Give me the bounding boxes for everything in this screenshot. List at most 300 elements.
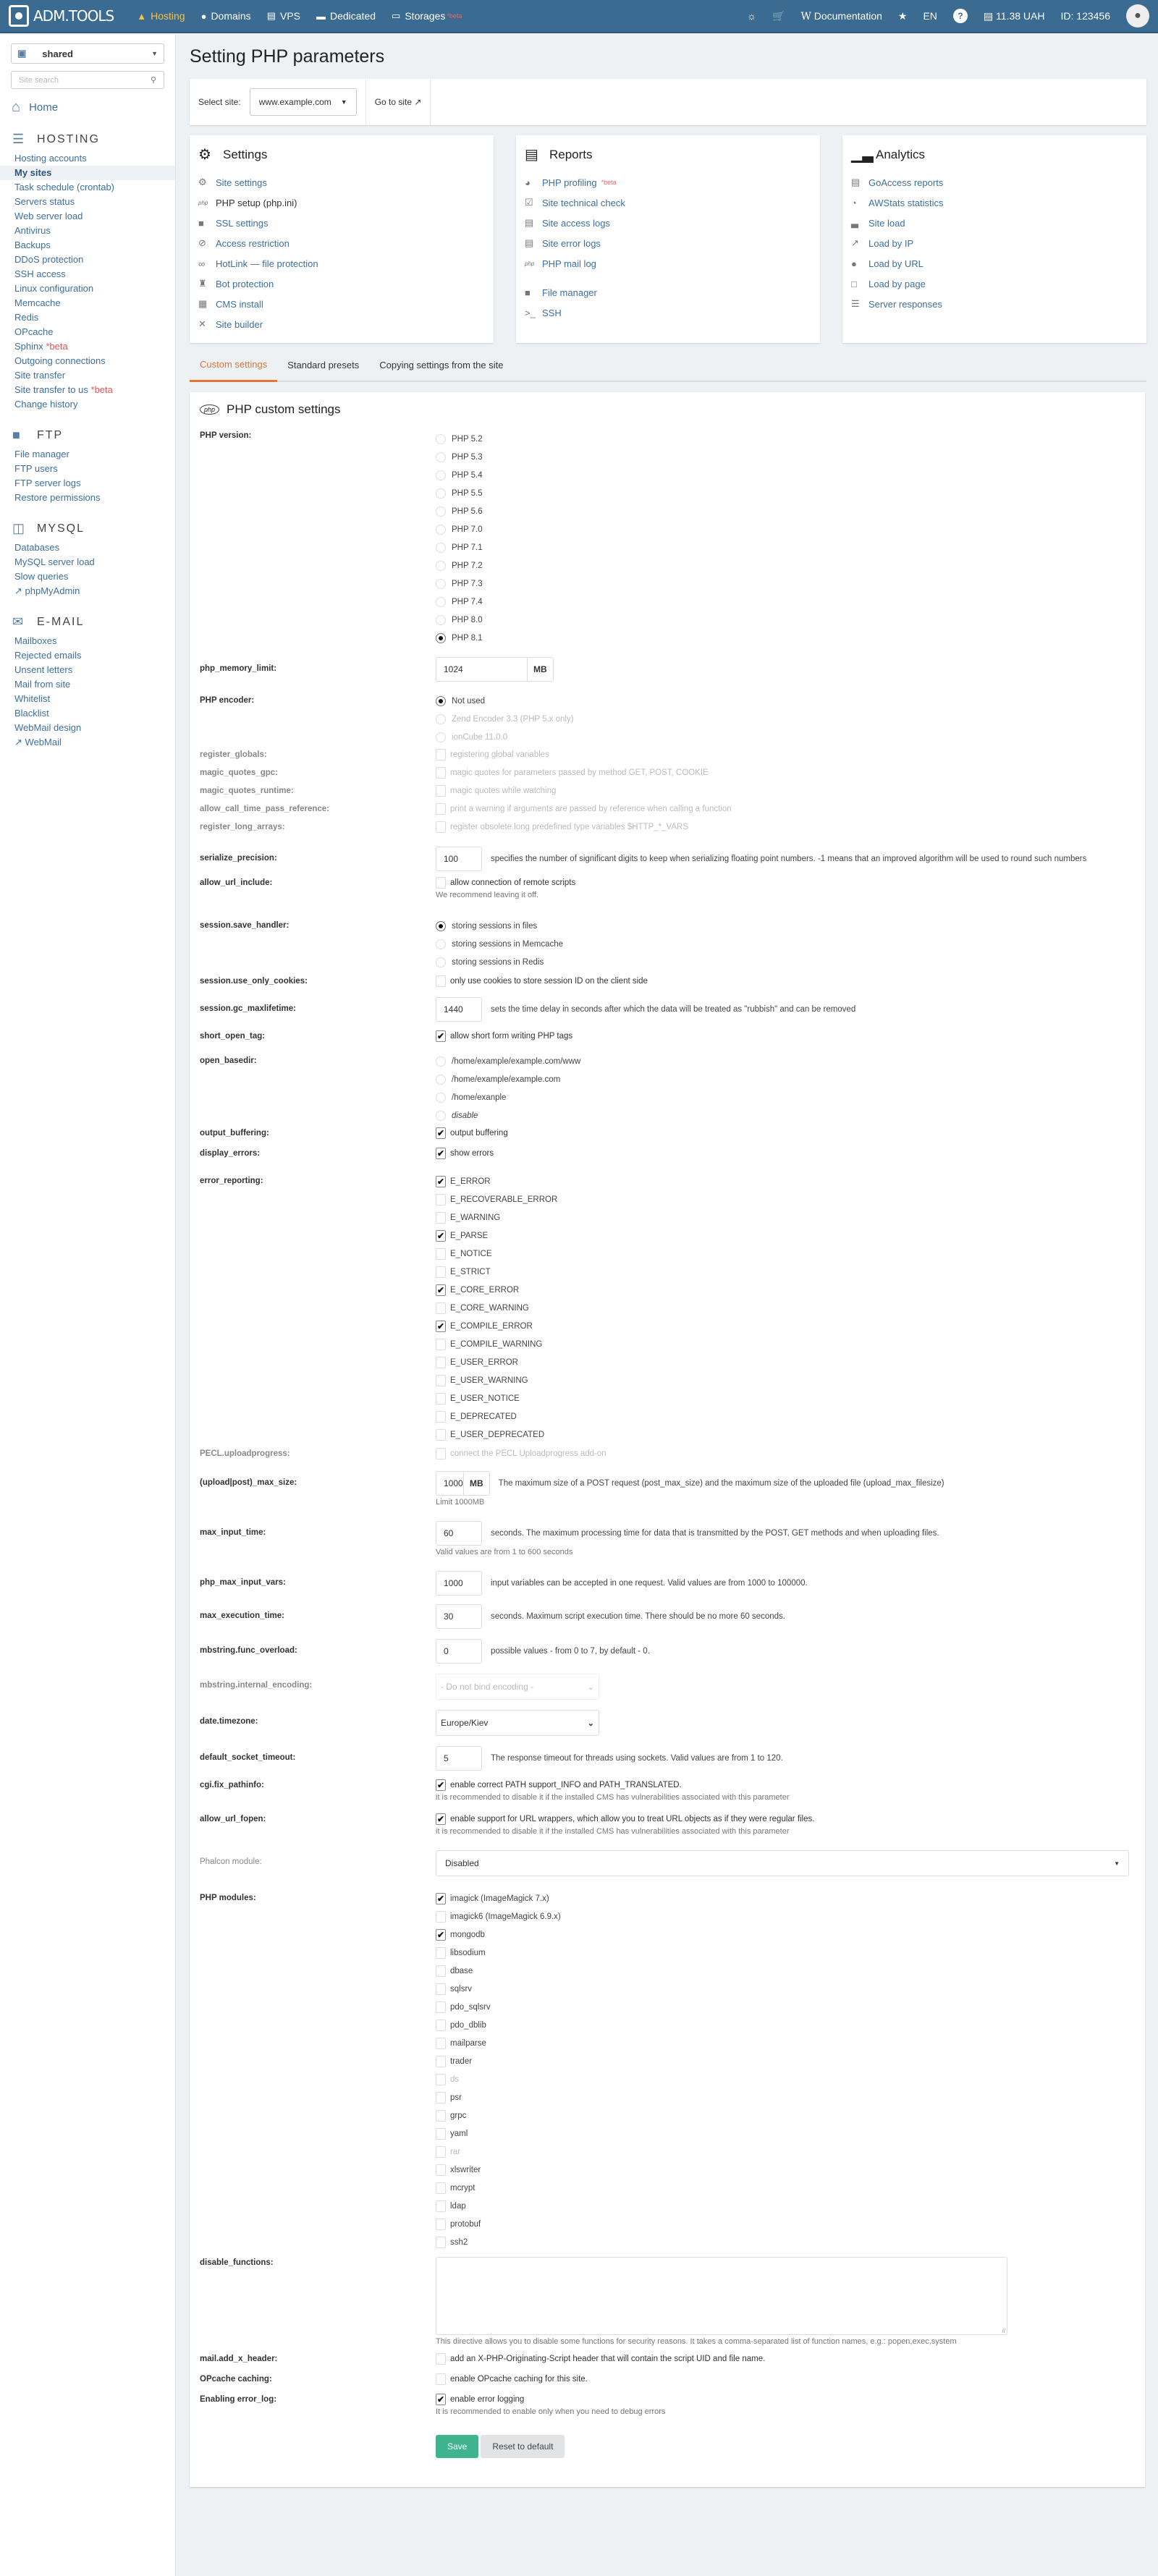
sidebar-item-servers-status[interactable]: Servers status <box>14 196 75 207</box>
error-reporting-option[interactable] <box>436 1371 1135 1389</box>
legacy-label: allow_call_time_pass_reference: <box>200 805 329 813</box>
link-label: Server responses <box>868 298 942 310</box>
checkbox-unchecked <box>436 2038 446 2049</box>
home-icon: ⌂ <box>12 99 21 115</box>
radio-checked <box>436 633 446 643</box>
sidebar-section-mysql <box>12 521 175 536</box>
checkbox-unchecked <box>436 2128 446 2140</box>
radio-unchecked <box>436 615 446 625</box>
php-module-option[interactable] <box>436 2016 1135 2034</box>
nav-storages[interactable] <box>392 10 462 22</box>
sidebar-item-blacklist[interactable]: Blacklist <box>14 708 49 719</box>
option-label: E_USER_WARNING <box>450 1376 528 1385</box>
beta-badge: *beta <box>46 341 68 352</box>
php-module-option[interactable] <box>436 1962 1135 1980</box>
form-actions <box>200 2435 1135 2458</box>
error-reporting-label: error_reporting: <box>200 1177 263 1185</box>
php-module-option[interactable] <box>436 2197 1135 2215</box>
radio-unchecked <box>436 1093 446 1103</box>
memory-limit-input[interactable] <box>436 657 554 682</box>
link-awstats[interactable] <box>851 192 1138 213</box>
checkbox-unchecked <box>436 2146 446 2158</box>
max-input-vars-input[interactable]: 1000 <box>436 1571 482 1596</box>
php-module-option[interactable] <box>436 2233 1135 2251</box>
error-reporting-option[interactable] <box>436 1245 1135 1263</box>
link-site-load[interactable] <box>851 213 1138 233</box>
link-site-technical-check[interactable] <box>525 192 811 213</box>
php-module-option[interactable] <box>436 2179 1135 2197</box>
option-label: E_USER_NOTICE <box>450 1394 520 1403</box>
pecl-text: connect the PECL Uploadprogress add-on <box>450 1449 607 1458</box>
php-module-option[interactable] <box>436 2106 1135 2124</box>
tab-copy-settings[interactable]: Copying settings from the site <box>379 360 504 370</box>
link-server-responses[interactable] <box>851 294 1138 314</box>
language-selector[interactable]: EN <box>923 10 937 22</box>
link-label: GoAccess reports <box>868 177 944 188</box>
option-label: trader <box>450 2056 473 2066</box>
nav-storages-label: Storages <box>405 10 446 22</box>
link-ssh[interactable] <box>525 302 811 323</box>
sidebar-item-mail-from-site[interactable]: Mail from site <box>14 679 71 690</box>
select-site-label: Select site: <box>198 97 241 107</box>
mail-x-header-label: mail.add_x_header: <box>200 2355 278 2363</box>
option-label: E_USER_DEPRECATED <box>450 1430 545 1439</box>
sidebar-item-outgoing[interactable]: Outgoing connections <box>14 355 106 366</box>
option-label: rar <box>450 2147 461 2156</box>
legacy-checkbox[interactable] <box>436 767 446 779</box>
max-execution-time-input[interactable]: 30 <box>436 1604 482 1629</box>
sidebar-item-site-transfer[interactable]: Site transfer <box>14 370 66 381</box>
sidebar-item-hosting-accounts[interactable]: Hosting accounts <box>14 153 87 164</box>
chevron-down-icon: ⌄ <box>587 1719 594 1728</box>
session-memcache-option[interactable] <box>436 935 1135 953</box>
sidebar-item-my-sites[interactable]: My sites <box>0 166 175 180</box>
php-version-options <box>436 430 1135 647</box>
session-cookies-checkbox[interactable] <box>436 975 446 987</box>
radio-unchecked <box>436 579 446 589</box>
sidebar-item-task-schedule[interactable]: Task schedule (crontab) <box>14 182 115 192</box>
session-save-handler-row <box>200 917 1135 971</box>
radio-unchecked <box>436 939 446 949</box>
php-modules-options <box>436 1889 1135 2251</box>
option-label: /home/example/example.com/www <box>452 1056 581 1066</box>
php-module-option[interactable] <box>436 2215 1135 2233</box>
radio-unchecked <box>436 488 446 499</box>
credit-card-icon: ▤ <box>983 9 994 22</box>
socket-timeout-input[interactable]: 5 <box>436 1746 482 1771</box>
nav-domains-label: Domains <box>211 10 251 22</box>
open-basedir-label: open_basedir: <box>200 1056 257 1065</box>
checkbox-checked: ✔ <box>436 1893 445 1904</box>
sidebar-item-web-server-load[interactable]: Web server load <box>14 211 83 221</box>
php-module-option[interactable] <box>436 1925 1135 1944</box>
card-title: Reports <box>549 147 593 161</box>
lightbulb-icon[interactable]: ☼ <box>747 10 757 22</box>
php-module-option[interactable] <box>436 2088 1135 2106</box>
session-gc-desc: sets the time delay in seconds after which the data will be treated as "rubbish" and can be removed <box>491 1005 856 1014</box>
sidebar-item-file-manager[interactable]: File manager <box>14 449 69 459</box>
option-label: E_PARSE <box>450 1231 489 1240</box>
error-reporting-option[interactable] <box>436 1317 1135 1335</box>
legacy-text: print a warning if arguments are passed by reference when calling a function <box>450 805 732 813</box>
sitemap-icon: ▲ <box>137 10 147 22</box>
go-to-site-label: Go to site <box>374 97 413 107</box>
option-label: E_USER_ERROR <box>450 1357 518 1367</box>
php-module-option[interactable] <box>436 2161 1135 2179</box>
upload-max-size-value: 1000 <box>436 1472 464 1495</box>
phalcon-value: Disabled <box>445 1858 479 1868</box>
cgi-fix-pathinfo-checkbox[interactable]: ✔ <box>436 1780 445 1790</box>
caret-down-icon: ▼ <box>151 50 158 57</box>
checkbox-unchecked <box>436 1911 446 1923</box>
sidebar-item-phpmyadmin[interactable] <box>0 584 175 598</box>
encoder-option-ioncube[interactable] <box>436 728 1135 746</box>
nav-dedicated[interactable] <box>316 10 376 22</box>
checkbox-unchecked <box>436 2200 446 2212</box>
option-label: PHP 7.0 <box>452 525 483 534</box>
balance[interactable] <box>984 10 1045 22</box>
php-modules-row <box>200 1889 1135 2251</box>
mail-x-header-row <box>200 2353 1135 2365</box>
php-module-option[interactable] <box>436 2052 1135 2070</box>
radio-unchecked <box>436 732 446 742</box>
sidebar-item-redis[interactable]: Redis <box>14 312 39 323</box>
nav-vps-label: VPS <box>279 10 300 22</box>
sidebar-item-webmail-design[interactable]: WebMail design <box>14 722 82 733</box>
documentation-link[interactable] <box>800 10 882 22</box>
link-php-profiling[interactable] <box>525 172 811 192</box>
option-label: E_STRICT <box>450 1267 491 1276</box>
max-input-time-row <box>200 1521 1135 1556</box>
checkbox-unchecked <box>436 2219 446 2230</box>
tab-standard-presets[interactable]: Standard presets <box>287 360 360 370</box>
error-reporting-option[interactable] <box>436 1281 1135 1299</box>
link-load-by-page[interactable] <box>851 274 1138 294</box>
reset-to-default-button[interactable]: Reset to default <box>481 2435 565 2458</box>
sidebar-item-ssh[interactable]: SSH access <box>14 268 66 279</box>
legacy-checkbox[interactable] <box>436 821 446 833</box>
allow-url-include-checkbox[interactable] <box>436 877 446 889</box>
checkbox-unchecked <box>436 2164 446 2176</box>
nav-vps[interactable] <box>267 10 300 22</box>
documentation-label: Documentation <box>813 9 882 22</box>
legacy-text: registering global variables <box>450 750 549 759</box>
session-gc-input[interactable]: 1440 <box>436 997 482 1022</box>
link-hotlink[interactable] <box>198 253 485 274</box>
panel-title <box>200 402 1135 417</box>
legacy-control <box>436 785 1135 797</box>
opcache-caching-row <box>200 2373 1135 2385</box>
checkbox-unchecked <box>436 1411 446 1423</box>
globe-icon: ● <box>200 10 207 22</box>
php-version-option[interactable] <box>436 556 1135 575</box>
cogs-icon: ⚙ <box>198 177 207 187</box>
option-label: xlswriter <box>450 2165 481 2174</box>
serialize-precision-desc: specifies the number of significant digits to keep when serializing floating point numbers. -1 means that an improved algorithm will be used to round such numbers <box>491 855 1087 863</box>
link-load-by-ip[interactable] <box>851 233 1138 253</box>
sidebar-item-mailboxes[interactable]: Mailboxes <box>14 635 57 646</box>
sidebar-item-ddos[interactable]: DDoS protection <box>14 254 84 265</box>
php-version-option[interactable] <box>436 611 1135 629</box>
sidebar-item-site-transfer-to-us[interactable] <box>0 383 175 397</box>
sidebar-item-databases[interactable]: Databases <box>14 542 60 553</box>
serialize-precision-label: serialize_precision: <box>200 854 277 863</box>
max-input-time-input[interactable]: 60 <box>436 1521 482 1546</box>
pecl-checkbox[interactable] <box>436 1448 446 1459</box>
link-file-manager[interactable] <box>525 282 811 302</box>
phalcon-label: Phalcon module: <box>200 1857 262 1866</box>
site-select[interactable] <box>250 88 357 116</box>
link-label: Site access logs <box>542 217 610 229</box>
mbstring-overload-input[interactable]: 0 <box>436 1639 482 1664</box>
file-icon: □ <box>851 278 857 289</box>
sidebar-item-backups[interactable]: Backups <box>14 240 51 250</box>
sidebar-section-hosting <box>12 132 175 147</box>
checkbox-unchecked <box>436 1393 446 1404</box>
sidebar-item-antivirus[interactable]: Antivirus <box>14 225 51 236</box>
upload-max-size-desc: The maximum size of a POST request (post_max_size) and the maximum size of the uploaded file (upload_max_filesize) <box>498 1479 944 1488</box>
radio-unchecked <box>436 714 446 724</box>
sidebar-item-memcache[interactable]: Memcache <box>14 297 61 308</box>
encoder-option-not-used[interactable] <box>436 692 1135 710</box>
disable-functions-label: disable_functions: <box>200 2258 274 2267</box>
legacy-label: register_globals: <box>200 750 267 759</box>
display-errors-row <box>200 1148 1135 1159</box>
php-version-option[interactable] <box>436 502 1135 520</box>
table-icon: ▤ <box>851 177 861 187</box>
upload-max-size-input[interactable] <box>436 1471 490 1496</box>
error-log-checkbox[interactable]: ✔ <box>436 2394 445 2405</box>
error-reporting-row <box>200 1172 1135 1444</box>
link-site-settings[interactable] <box>198 172 485 192</box>
sidebar <box>0 35 176 2576</box>
globe-icon: ● <box>851 258 857 269</box>
link-goaccess[interactable] <box>851 172 1138 192</box>
encoder-option-zend[interactable] <box>436 710 1135 728</box>
php-version-option[interactable] <box>436 538 1135 556</box>
error-reporting-option[interactable] <box>436 1299 1135 1317</box>
php-version-option[interactable] <box>436 520 1135 538</box>
link-label: HotLink — file protection <box>216 258 318 269</box>
serialize-precision-input[interactable]: 100 <box>436 847 482 871</box>
storage-icon: ▭ <box>392 10 401 21</box>
sidebar-item-ftp-users[interactable]: FTP users <box>14 463 58 474</box>
option-label: PHP 8.0 <box>452 615 483 624</box>
legacy-text: register obsolete long predefined type variables $HTTP_*_VARS <box>450 823 688 831</box>
basedir-option-www[interactable] <box>436 1052 1135 1070</box>
section-title: E-MAIL <box>37 615 85 628</box>
radio-unchecked <box>436 957 446 967</box>
option-label: mongodb <box>450 1930 485 1939</box>
avatar[interactable]: ● <box>1126 4 1149 27</box>
php-version-option[interactable] <box>436 430 1135 448</box>
display-errors-label: display_errors: <box>200 1149 261 1158</box>
link-bot-protection[interactable] <box>198 274 485 294</box>
boxes-icon: ▦ <box>198 298 208 309</box>
option-label: PHP 5.6 <box>452 507 483 516</box>
link-php-mail-log[interactable] <box>525 253 811 274</box>
php-module-option[interactable] <box>436 2143 1135 2161</box>
link-ssl-settings[interactable] <box>198 213 485 233</box>
error-reporting-option[interactable] <box>436 1353 1135 1371</box>
bot-icon: ♜ <box>198 278 207 289</box>
checkbox-unchecked <box>436 2237 446 2248</box>
link-site-access-logs[interactable] <box>525 213 811 233</box>
mbstring-encoding-select[interactable] <box>436 1674 599 1700</box>
help-icon[interactable]: ? <box>953 9 968 23</box>
disable-functions-hint: This directive allows you to disable some functions for security reasons. It takes a comma-separated list of function names, e.g.: popen,exec,system <box>436 2337 957 2346</box>
allow-url-fopen-checkbox[interactable]: ✔ <box>436 1814 445 1824</box>
php-module-option[interactable] <box>436 2070 1135 2088</box>
site-selector-bar <box>190 79 1146 125</box>
nav-hosting[interactable] <box>137 10 185 22</box>
php-module-option[interactable] <box>436 2034 1135 2052</box>
link-site-error-logs[interactable] <box>525 233 811 253</box>
sidebar-item-ftp-logs[interactable]: FTP server logs <box>14 478 81 488</box>
option-label: E_CORE_ERROR <box>450 1285 520 1295</box>
php-module-option[interactable] <box>436 1944 1135 1962</box>
php-version-option[interactable] <box>436 484 1135 502</box>
date-timezone-select[interactable] <box>436 1710 599 1736</box>
error-reporting-option[interactable] <box>436 1335 1135 1353</box>
error-reporting-option[interactable] <box>436 1263 1135 1281</box>
php-version-option[interactable] <box>436 593 1135 611</box>
logo[interactable] <box>9 5 114 27</box>
session-files-option[interactable] <box>436 917 1135 935</box>
sidebar-item-whitelist[interactable]: Whitelist <box>14 693 51 704</box>
legacy-checkbox[interactable] <box>436 803 446 815</box>
home-label: Home <box>29 101 59 114</box>
save-button[interactable]: Save <box>436 2435 478 2458</box>
php-module-option[interactable] <box>436 1889 1135 1907</box>
short-open-tag-checkbox[interactable]: ✔ <box>436 1031 445 1041</box>
sidebar-item-sphinx[interactable] <box>0 339 175 354</box>
check-square-icon: ☑ <box>525 197 533 208</box>
error-reporting-option[interactable] <box>436 1407 1135 1425</box>
option-label: storing sessions in Memcache <box>452 939 564 949</box>
php-module-option[interactable] <box>436 1980 1135 1998</box>
sidebar-item-restore-permissions[interactable]: Restore permissions <box>14 492 101 503</box>
memory-limit-value: 1024 <box>436 658 528 681</box>
tab-custom-settings[interactable]: Custom settings <box>190 359 277 382</box>
radio-unchecked <box>436 470 446 480</box>
display-errors-text: show errors <box>450 1149 494 1158</box>
sidebar-item-change-history[interactable]: Change history <box>14 399 78 410</box>
analytics-card-title <box>851 145 1138 164</box>
mail-x-header-checkbox[interactable] <box>436 2353 446 2365</box>
sidebar-home[interactable] <box>12 99 175 116</box>
php-module-option[interactable] <box>436 2124 1135 2143</box>
error-reporting-option[interactable] <box>436 1208 1135 1226</box>
php-module-option[interactable] <box>436 1998 1135 2016</box>
legacy-checkbox[interactable] <box>436 785 446 797</box>
date-timezone-value: Europe/Kiev <box>441 1718 489 1728</box>
php-settings-panel <box>190 392 1145 2487</box>
sidebar-item-webmail[interactable] <box>0 735 175 750</box>
nav-domains[interactable] <box>201 10 251 22</box>
error-reporting-option[interactable] <box>436 1190 1135 1208</box>
option-label: Zend Encoder 3.3 (PHP 5.x only) <box>452 714 574 724</box>
basedir-option-site[interactable] <box>436 1070 1135 1088</box>
star-icon[interactable]: ★ <box>897 9 908 22</box>
radio-unchecked <box>436 1056 446 1067</box>
legacy-checkbox[interactable] <box>436 749 446 760</box>
php-version-option[interactable] <box>436 575 1135 593</box>
beta-badge: *beta <box>447 12 462 20</box>
sidebar-item-mysql-load[interactable]: MySQL server load <box>14 556 95 567</box>
option-label: mailparse <box>450 2038 486 2048</box>
cgi-fix-pathinfo-hint: it is recommended to disable it if the installed CMS has vulnerabilities associated with this parameter <box>436 1793 790 1802</box>
sidebar-item-slow-queries[interactable]: Slow queries <box>14 571 69 582</box>
cart-icon[interactable]: 🛒 <box>772 9 785 22</box>
option-label: storing sessions in Redis <box>452 957 544 967</box>
link-access-restriction[interactable] <box>198 233 485 253</box>
php-icon: php <box>200 404 219 415</box>
upload-max-size-label: (upload|post)_max_size: <box>200 1478 297 1487</box>
checkbox-unchecked <box>436 2092 446 2103</box>
php-version-option[interactable] <box>436 466 1135 484</box>
php-version-option[interactable] <box>436 629 1135 647</box>
error-reporting-option[interactable] <box>436 1226 1135 1245</box>
session-redis-option[interactable] <box>436 953 1135 971</box>
output-buffering-checkbox[interactable]: ✔ <box>436 1128 445 1138</box>
legacy-label: magic_quotes_runtime: <box>200 787 294 795</box>
go-to-site-link[interactable] <box>366 79 431 125</box>
opcache-caching-checkbox[interactable] <box>436 2373 446 2385</box>
error-reporting-option[interactable] <box>436 1172 1135 1190</box>
disable-functions-textarea[interactable] <box>436 2257 1007 2335</box>
option-label: storing sessions in files <box>452 921 538 931</box>
link-label: SSL settings <box>216 217 269 229</box>
php-version-option[interactable] <box>436 448 1135 466</box>
max-input-vars-desc: input variables can be accepted in one request. Valid values are from 1000 to 100000. <box>491 1579 808 1588</box>
link-cms-install[interactable] <box>198 294 485 314</box>
analytics-card <box>842 135 1146 343</box>
settings-tabs <box>190 349 1146 382</box>
link-label: AWStats statistics <box>868 197 944 208</box>
legacy-control <box>436 749 1135 760</box>
link-php-setup[interactable] <box>198 192 485 213</box>
envelope-icon: ✉ <box>12 614 25 629</box>
folder-icon: ■ <box>525 287 531 298</box>
folder-icon: ■ <box>12 428 22 442</box>
mbstring-encoding-label: mbstring.internal_encoding: <box>200 1681 313 1690</box>
link-load-by-url[interactable] <box>851 253 1138 274</box>
card-title: Analytics <box>876 147 926 161</box>
phalcon-select[interactable] <box>436 1850 1129 1876</box>
sidebar-item-unsent-letters[interactable]: Unsent letters <box>14 664 73 675</box>
sidebar-item-linux-config[interactable]: Linux configuration <box>14 283 94 294</box>
error-reporting-option[interactable] <box>436 1425 1135 1444</box>
php-module-option[interactable] <box>436 1907 1135 1925</box>
site-search-input[interactable] <box>11 71 164 89</box>
sidebar-item-opcache[interactable]: OPcache <box>14 326 54 337</box>
account-select[interactable] <box>11 43 164 64</box>
legacy-row <box>200 767 1135 785</box>
link-site-builder[interactable] <box>198 314 485 334</box>
opcache-caching-label: OPcache caching: <box>200 2375 272 2384</box>
error-reporting-option[interactable] <box>436 1389 1135 1407</box>
logo-icon <box>9 5 29 27</box>
basedir-option-home[interactable] <box>436 1088 1135 1106</box>
option-label: libsodium <box>450 1948 486 1957</box>
display-errors-checkbox[interactable]: ✔ <box>436 1148 445 1158</box>
option-label: psr <box>450 2093 462 2102</box>
basedir-option-disable[interactable] <box>436 1106 1135 1124</box>
sidebar-item-rejected-emails[interactable]: Rejected emails <box>14 650 82 661</box>
serialize-precision-row <box>200 847 1135 871</box>
option-label: pdo_sqlsrv <box>450 2002 491 2012</box>
